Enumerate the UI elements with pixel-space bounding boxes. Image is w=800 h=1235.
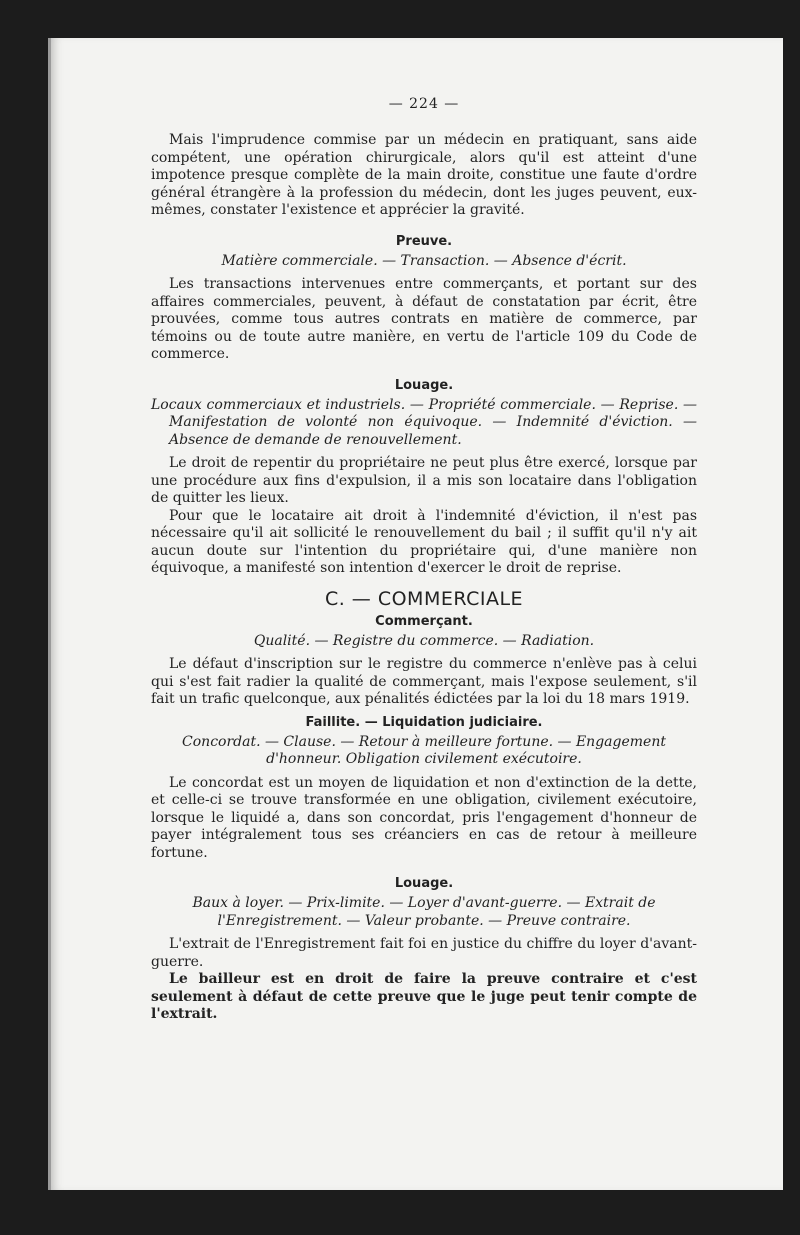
paragraph-extrait: L'extrait de l'Enregistrement fait foi en justice du chiffre du loyer d'avant-guerre. xyxy=(151,936,697,970)
paragraph-indemnite: Pour que le locataire ait droit à l'indemnité d'éviction, il n'est pas nécessaire qu'il ait sollicité le renouvellement du bail ; il suffit qu'il n'y ait aucun doute sur l'intention du propriétaire qui, d'une manière non équivoque, a manifesté son intention d'exercer le droit de reprise. xyxy=(151,507,697,576)
paragraph-bailleur: Le bailleur est en droit de faire la preuve contraire et c'est seulement à défaut de cette preuve que le juge peut tenir compte de l'extrait. xyxy=(151,971,697,1022)
heading-faillite: Faillite. — Liquidation judiciaire. xyxy=(305,714,543,730)
paragraph-imprudence: Mais l'imprudence commise par un médecin en pratiquant, sans aide compétent, une opération chirurgicale, alors qu'il est atteint d'une impotence presque complète de la main droite, constitue une faute d'ordre général étrangère à la profession du médecin, dont les juges peuvent, eux-mêmes, constater l'existence et apprécier la gravité. xyxy=(151,132,697,218)
paragraph-registre: Le défaut d'inscription sur le registre du commerce n'enlève pas à celui qui s'est fait radier la qualité de commerçant, mais l'expose seulement, s'il fait un trafic quelconque, aux pénalités édictées par la loi du 18 mars 1919. xyxy=(151,656,697,707)
page-number: — 224 — xyxy=(388,96,460,112)
page-content xyxy=(151,96,697,1024)
keywords-preuve: Matière commerciale. — Transaction. — Absence d'écrit. xyxy=(221,252,627,269)
paragraph-concordat: Le concordat est un moyen de liquidation et non d'extinction de la dette, et celle-ci se trouve transformée en une obligation, civilement exécutoire, lorsque le liquidé a, dans son concordat, pris l'engagement d'honneur de payer intégralement tous ses créanciers en cas de retour à meilleure fortune. xyxy=(151,774,697,861)
heading-preuve: Preuve. xyxy=(395,233,453,249)
heading-commercant: Commerçant. xyxy=(375,613,473,629)
document-page xyxy=(48,38,783,1190)
keywords-commercant: Qualité. — Registre du commerce. — Radiation. xyxy=(253,632,595,649)
keywords-louage-2: Baux à loyer. — Prix-limite. — Loyer d'avant-guerre. — Extrait de l'Enregistrement. — Valeur probante. — Preuve contraire. xyxy=(192,895,656,929)
section-title-commerciale: C. — COMMERCIALE xyxy=(324,587,524,610)
paragraph-transactions: Les transactions intervenues entre commerçants, et portant sur des affaires commerciales, peuvent, à défaut de constatation par écrit, être prouvées, comme tous autres contrats en matière de commerce, par témoins ou de toute autre manière, en vertu de l'article 109 du Code de commerce. xyxy=(151,276,697,362)
paragraph-repentir: Le droit de repentir du propriétaire ne peut plus être exercé, lorsque par une procédure aux fins d'expulsion, il a mis son locataire dans l'obligation de quitter les lieux. xyxy=(151,455,697,506)
heading-louage-1: Louage. xyxy=(394,377,454,393)
heading-louage-2: Louage. xyxy=(394,876,454,891)
keywords-faillite: Concordat. — Clause. — Retour à meilleure fortune. — Engagement d'honneur. Obligation civilement exécutoire. xyxy=(182,733,666,767)
keywords-louage-1: Locaux commerciaux et industriels. — Propriété commerciale. — Reprise. — Manifestation de volonté non équivoque. — Indemnité d'éviction. — Absence de demande de renouvellement. xyxy=(151,396,697,448)
